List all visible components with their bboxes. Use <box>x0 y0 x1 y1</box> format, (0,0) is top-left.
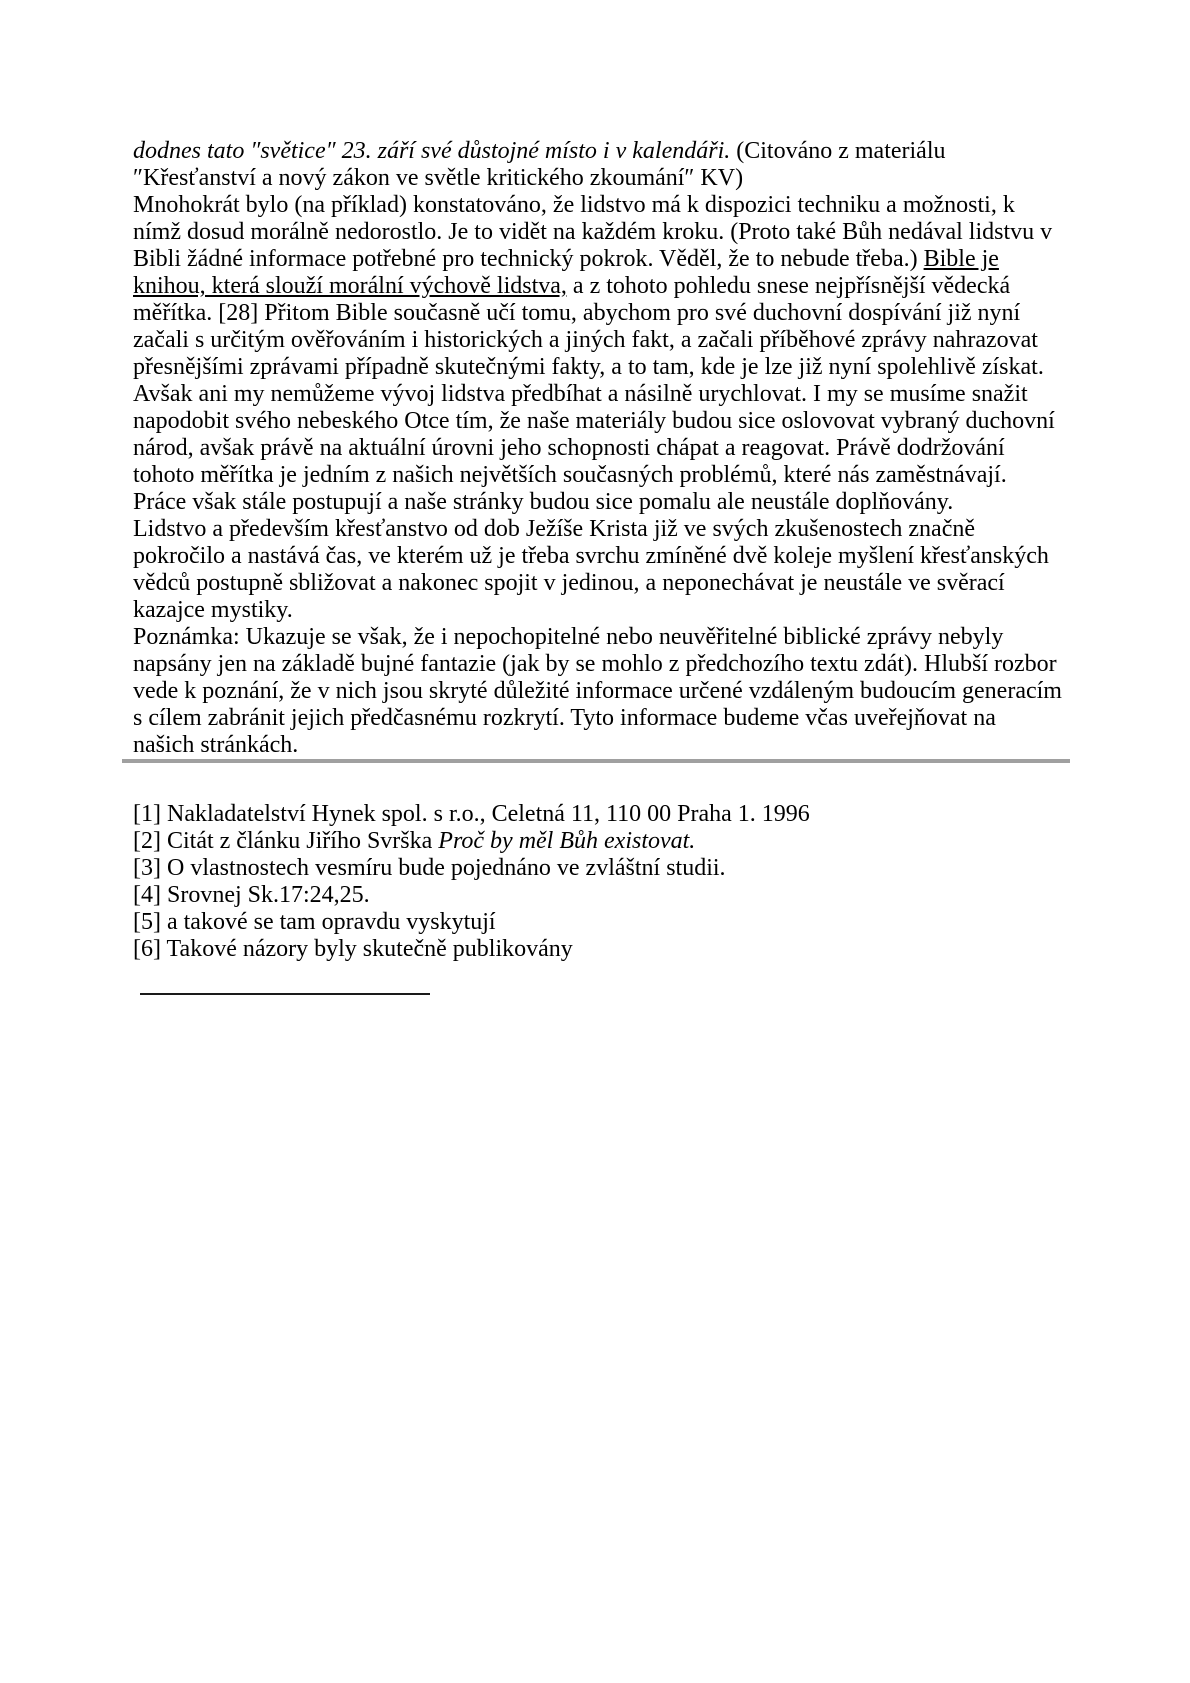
section-divider <box>122 759 1070 763</box>
paragraph-technology <box>133 192 1063 516</box>
intro-citation-source-text: (Citováno z materiálu ″Křesťanství a nový zákon ve světle kritického zkoumání″ KV) <box>133 138 946 191</box>
paragraph-technology-underlined-text: Bible je knihou, která slouží morální výchově lidstva, <box>133 246 999 299</box>
footnote-5: [5] a takové se tam opravdu vyskytují <box>133 909 496 935</box>
intro-citation <box>133 138 1063 192</box>
paragraph-note: Poznámka: Ukazuje se však, že i nepochopitelné nebo neuvěřitelné biblické zprávy nebyly napsány jen na základě bujné fantazie (jak by se mohlo z předchozího textu zdát). Hlubší rozbor vede k poznání, že v nich jsou skryté důležité informace určené vzdáleným budoucím generacím s cílem zabránit jejich předčasnému rozkrytí. Tyto informace budeme včas uveřejňovat na našich stránkách. <box>133 624 1062 758</box>
paragraph-technology-text-1: Mnohokrát bylo (na příklad) konstatováno, že lidstvo má k dispozici techniku a možnosti, k nímž dosud morálně nedorostlo. Je to vidět na každém kroku. (Proto také Bůh nedával lidstvu v Bibli žádné informace potřebné pro technický pokrok. Věděl, že to nebude třeba.) <box>133 192 1053 272</box>
footnote-2-text: [2] Citát z článku Jiřího Svrška <box>133 828 439 854</box>
footer-rule <box>140 993 430 995</box>
footnote-4: [4] Srovnej Sk.17:24,25. <box>133 882 370 908</box>
footnote-2-italic-title: Proč by měl Bůh existovat. <box>438 828 696 854</box>
text-column <box>133 138 1063 995</box>
footnote-3: [3] O vlastnostech vesmíru bude pojednáno ve zvláštní studii. <box>133 855 726 881</box>
paragraph-technology-text-2: a z tohoto pohledu snese nejpřísnější vědecká měřítka. [28] Přitom Bible současně učí tomu, abychom pro své duchovní dospívání již nyní začali s určitým ověřováním i historických a jiných fakt, a začali příběhové zprávy nahrazovat přesnějšími zprávami případně skutečnými fakty, a to tam, kde je lze již nyní spolehlivě získat. Avšak ani my nemůžeme vývoj lidstva předbíhat a násilně urychlovat. I my se musíme snažit napodobit svého nebeského Otce tím, že naše materiály budou sice oslovovat vybraný duchovní národ, avšak právě na aktuální úrovni jeho schopnosti chápat a reagovat. Právě dodržování tohoto měřítka je jedním z našich největších současných problémů, které nás zaměstnávají. Práce však stále postupují a naše stránky budou sice pomalu ale neustále doplňovány. <box>133 273 1055 515</box>
footnote-1: [1] Nakladatelství Hynek spol. s r.o., Celetná 11, 110 00 Praha 1. 1996 <box>133 801 810 827</box>
intro-citation-italic-text: dodnes tato ″světice″ 23. září své důstojné místo i v kalendáři. <box>133 138 731 164</box>
footnote-6: [6] Takové názory byly skutečně publikovány <box>133 936 573 962</box>
footnote-2 <box>133 828 1063 855</box>
paragraph-convergence: Lidstvo a především křesťanstvo od dob Ježíše Krista již ve svých zkušenostech značně pokročilo a nastává čas, ve kterém už je třeba svrchu zmíněné dvě koleje myšlení křesťanských vědců postupně sbližovat a nakonec spojit v jedinou, a neponechávat je neustále ve svěrací kazajce mystiky. <box>133 516 1049 623</box>
